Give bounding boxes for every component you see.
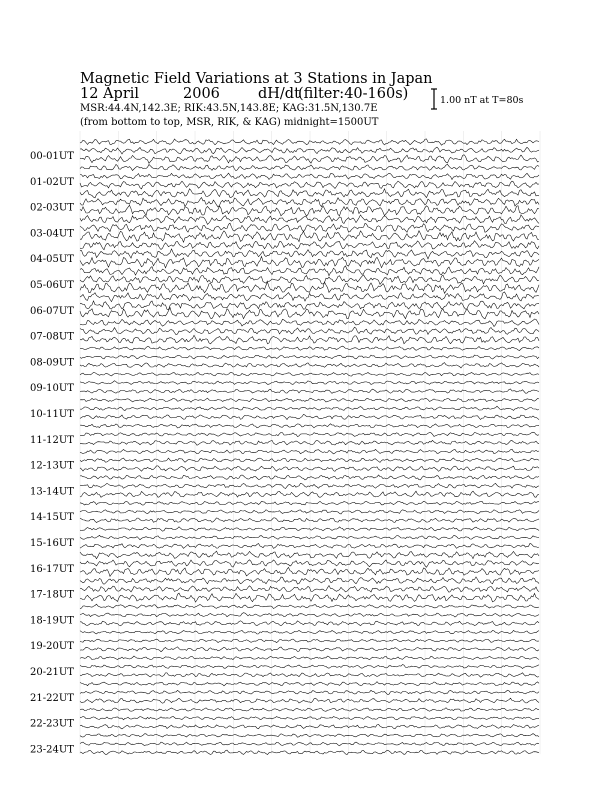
hour-label: 20-21UT bbox=[30, 667, 74, 678]
trace-rik bbox=[80, 173, 539, 179]
trace-kag bbox=[80, 139, 539, 145]
trace-msr bbox=[80, 335, 539, 344]
trace-kag bbox=[80, 449, 539, 454]
trace-kag bbox=[80, 682, 539, 686]
filter-label: (filter:40-160s) bbox=[298, 86, 409, 102]
hour-label: 19-20UT bbox=[30, 641, 74, 653]
trace-msr bbox=[80, 698, 539, 703]
scale-label: 1.00 nT at T=80s bbox=[440, 95, 524, 106]
hour-label: 08-09UT bbox=[30, 357, 74, 369]
trace-rik bbox=[80, 381, 539, 385]
hour-label: 06-07UT bbox=[30, 305, 74, 317]
day-label: 12 April bbox=[80, 86, 140, 102]
quantity-label: dH/dt bbox=[258, 86, 300, 102]
hour-label: 09-10UT bbox=[30, 383, 74, 395]
hour-label: 12-13UT bbox=[30, 460, 74, 472]
trace-msr bbox=[80, 491, 539, 497]
trace-msr bbox=[80, 389, 539, 393]
trace-kag bbox=[80, 319, 539, 327]
trace-kag bbox=[80, 424, 539, 428]
trace-kag bbox=[80, 734, 539, 738]
trace-kag bbox=[80, 189, 539, 198]
trace-msr bbox=[80, 363, 539, 368]
trace-rik bbox=[80, 432, 539, 436]
trace-rik bbox=[80, 613, 539, 617]
trace-kag bbox=[80, 215, 539, 225]
trace-kag bbox=[80, 164, 539, 170]
hour-label: 04-05UT bbox=[30, 254, 74, 266]
trace-rik bbox=[80, 586, 539, 593]
trace-kag bbox=[80, 656, 539, 660]
trace-msr bbox=[80, 673, 539, 677]
trace-kag bbox=[80, 266, 539, 276]
trace-msr bbox=[80, 518, 539, 523]
trace-kag bbox=[80, 708, 539, 712]
trace-rik bbox=[80, 147, 539, 154]
trace-msr bbox=[80, 440, 539, 445]
hour-label: 18-19UT bbox=[30, 615, 74, 627]
trace-rik bbox=[80, 327, 539, 335]
trace-msr bbox=[80, 567, 539, 576]
hour-label: 10-11UT bbox=[30, 409, 74, 420]
trace-msr bbox=[80, 621, 539, 626]
hour-label: 01-02UT bbox=[30, 176, 74, 188]
trace-msr bbox=[80, 466, 539, 471]
trace-msr bbox=[80, 155, 539, 164]
station-order-note: (from bottom to top, MSR, RIK, & KAG) midnight=1500UT bbox=[80, 117, 379, 128]
trace-rik bbox=[80, 690, 539, 694]
trace-msr bbox=[80, 205, 539, 216]
hour-label: 16-17UT bbox=[30, 563, 74, 575]
trace-rik bbox=[80, 483, 539, 488]
trace-msr bbox=[80, 282, 539, 293]
trace-kag bbox=[80, 372, 539, 376]
hour-label: 02-03UT bbox=[30, 202, 74, 214]
hour-label: 13-14UT bbox=[30, 486, 74, 498]
trace-kag bbox=[80, 398, 539, 402]
trace-kag bbox=[80, 346, 539, 350]
trace-rik bbox=[80, 355, 539, 359]
trace-rik bbox=[80, 560, 539, 568]
trace-msr bbox=[80, 181, 539, 189]
trace-msr bbox=[80, 543, 539, 548]
grid bbox=[80, 131, 540, 754]
trace-msr bbox=[80, 308, 539, 319]
trace-rik bbox=[80, 458, 539, 462]
trace-kag bbox=[80, 501, 539, 505]
trace-kag bbox=[80, 292, 539, 302]
trace-kag bbox=[80, 527, 539, 531]
hour-label: 11-12UT bbox=[30, 434, 74, 446]
trace-rik bbox=[80, 510, 539, 514]
station-coordinates: MSR:44.4N,142.3E; RIK:43.5N,143.8E; KAG:31.5N,130.7E bbox=[80, 103, 378, 114]
hour-label: 15-16UT bbox=[30, 538, 74, 549]
hour-label: 05-06UT bbox=[30, 280, 74, 291]
trace-msr bbox=[80, 750, 539, 755]
trace-rik bbox=[80, 535, 539, 539]
trace-rik bbox=[80, 223, 539, 232]
trace-msr bbox=[80, 414, 539, 419]
hour-label: 00-01UT bbox=[30, 151, 74, 162]
trace-rik bbox=[80, 665, 539, 669]
trace-kag bbox=[80, 475, 539, 480]
trace-msr bbox=[80, 724, 539, 729]
trace-rik bbox=[80, 406, 539, 410]
hour-label: 07-08UT bbox=[30, 331, 74, 343]
trace-rik bbox=[80, 639, 539, 643]
hour-label: 22-23UT bbox=[30, 718, 74, 730]
trace-msr bbox=[80, 593, 539, 602]
trace-kag bbox=[80, 551, 539, 559]
year-label: 2006 bbox=[183, 86, 220, 102]
trace-kag bbox=[80, 577, 539, 584]
hour-label: 03-04UT bbox=[30, 228, 74, 240]
hour-label: 21-22UT bbox=[30, 692, 74, 704]
trace-kag bbox=[80, 630, 539, 634]
trace-rik bbox=[80, 742, 539, 746]
trace-kag bbox=[80, 241, 539, 250]
hour-label: 14-15UT bbox=[30, 512, 74, 524]
hour-label: 17-18UT bbox=[30, 589, 74, 601]
trace-rik bbox=[80, 249, 539, 259]
trace-rik bbox=[80, 198, 539, 207]
trace-msr bbox=[80, 231, 539, 243]
trace-msr bbox=[80, 647, 539, 652]
trace-rik bbox=[80, 301, 539, 310]
hour-label: 23-24UT bbox=[30, 744, 74, 756]
title: Magnetic Field Variations at 3 Stations in Japan bbox=[80, 71, 433, 87]
trace-kag bbox=[80, 604, 539, 609]
trace-rik bbox=[80, 275, 539, 285]
trace-rik bbox=[80, 716, 539, 720]
trace-msr bbox=[80, 256, 539, 268]
